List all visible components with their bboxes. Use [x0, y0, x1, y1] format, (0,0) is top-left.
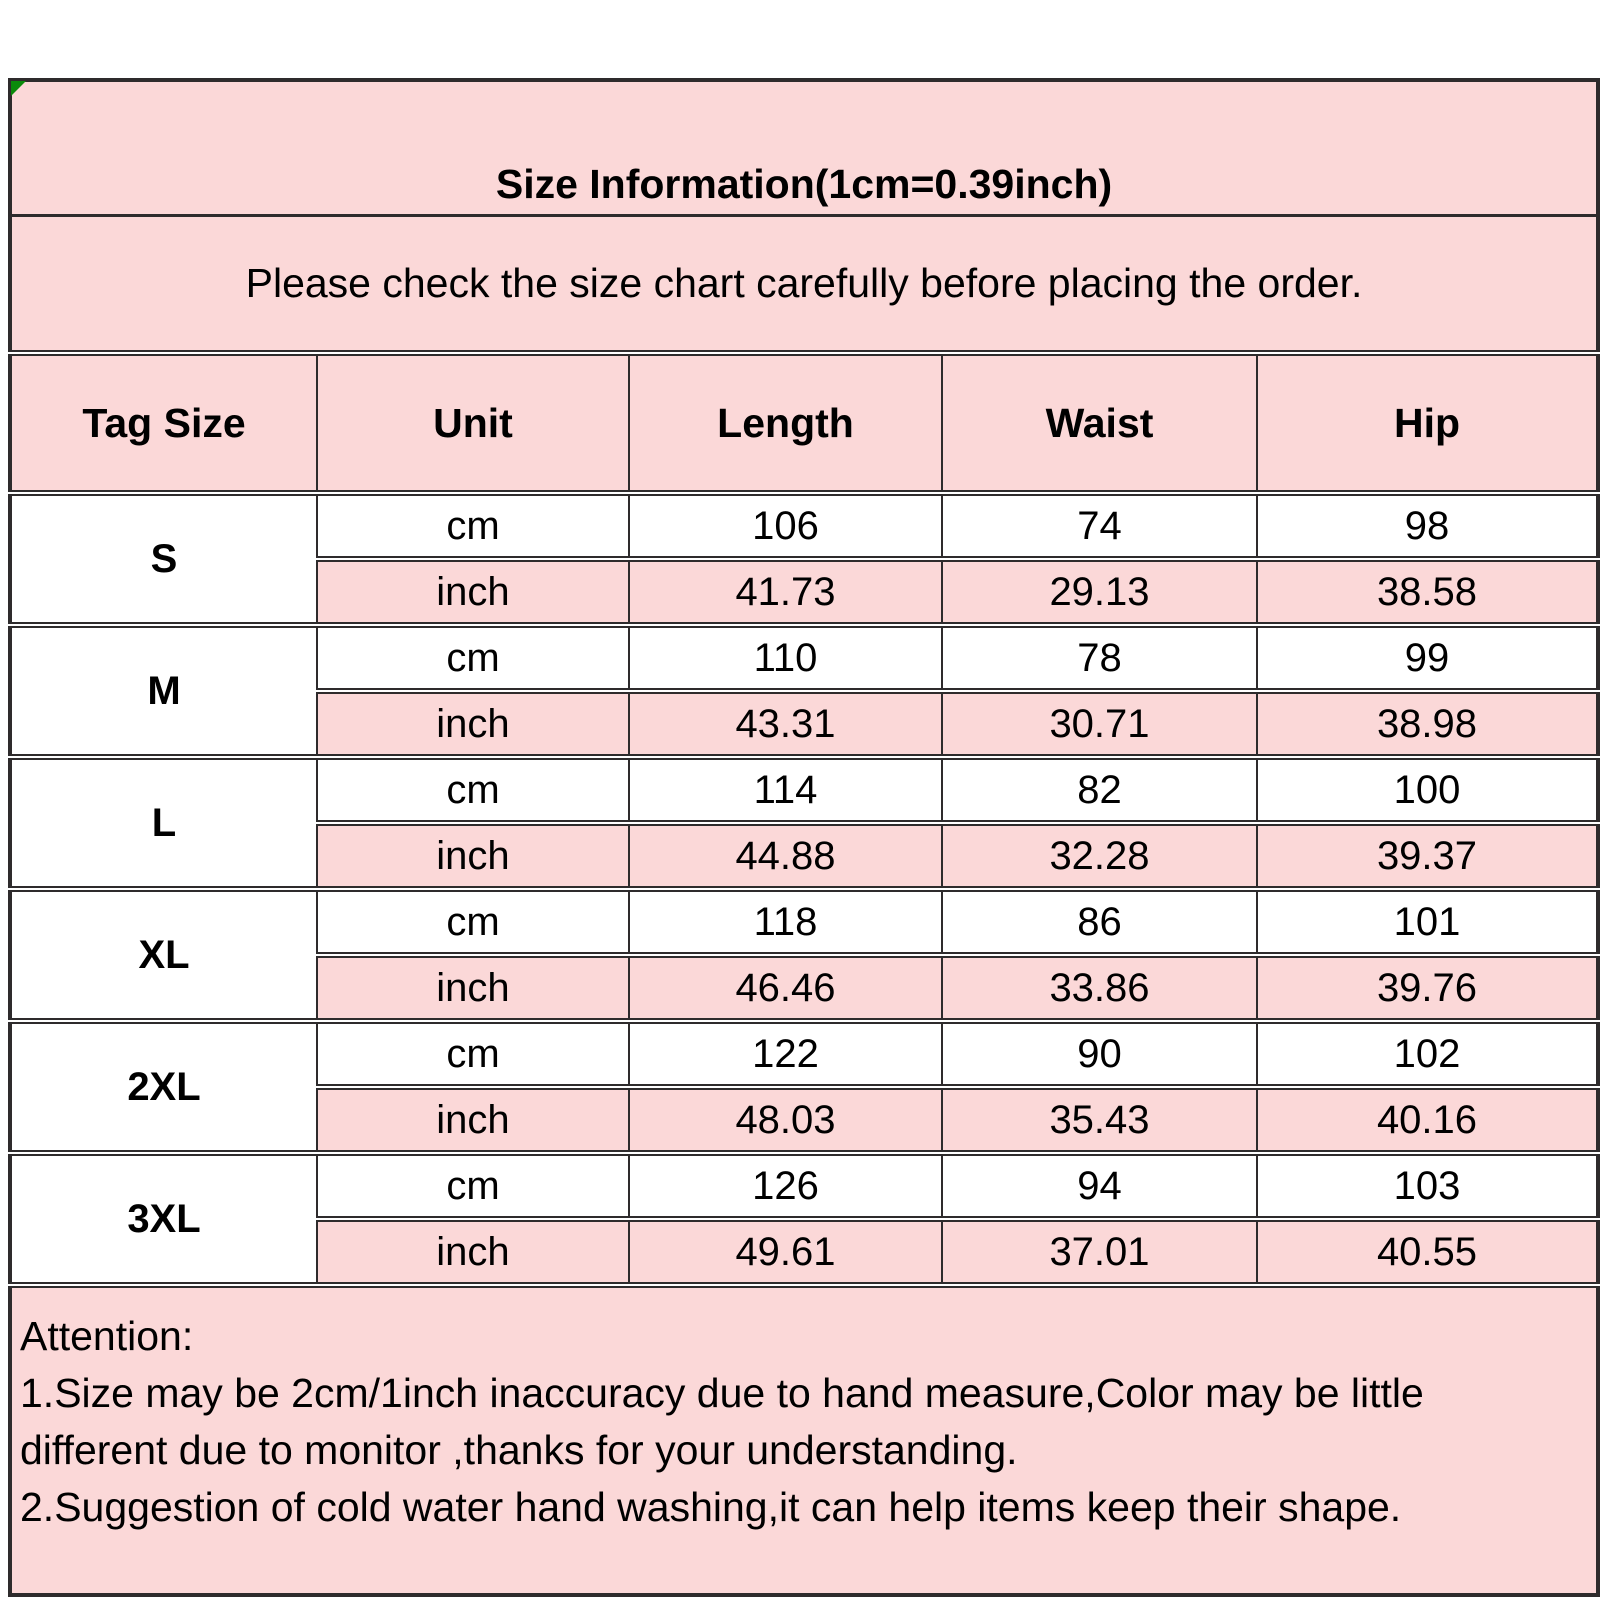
table-row: [10, 1021, 1598, 1087]
unit-cell: inch: [317, 559, 629, 625]
value-cell: 82: [942, 757, 1257, 823]
table-header-row: [10, 353, 1598, 493]
value-cell: 29.13: [942, 559, 1257, 625]
attention-line: different due to monitor ,thanks for your understanding.: [20, 1427, 1018, 1473]
value-cell: 98: [1257, 493, 1598, 559]
value-cell: 32.28: [942, 823, 1257, 889]
value-cell: 114: [629, 757, 942, 823]
unit-cell: inch: [317, 1219, 629, 1285]
value-cell: 49.61: [629, 1219, 942, 1285]
table-row: [10, 80, 1598, 216]
table-row: [10, 216, 1598, 354]
table-row: [10, 1285, 1598, 1595]
size-label-cell: L: [10, 757, 317, 889]
column-header-hip: Hip: [1257, 353, 1598, 493]
table-row: [10, 889, 1598, 955]
unit-cell: cm: [317, 1153, 629, 1219]
size-label-cell: XL: [10, 889, 317, 1021]
value-cell: 126: [629, 1153, 942, 1219]
spreadsheet-corner-marker-icon: [11, 81, 26, 96]
attention-line: 1.Size may be 2cm/1inch inaccuracy due to hand measure,Color may be little: [20, 1370, 1424, 1416]
value-cell: 40.16: [1257, 1087, 1598, 1153]
value-cell: 44.88: [629, 823, 942, 889]
table-row: [10, 493, 1598, 559]
value-cell: 90: [942, 1021, 1257, 1087]
unit-cell: cm: [317, 889, 629, 955]
value-cell: 78: [942, 625, 1257, 691]
value-cell: 99: [1257, 625, 1598, 691]
value-cell: 118: [629, 889, 942, 955]
value-cell: 39.37: [1257, 823, 1598, 889]
table-row: [10, 1153, 1598, 1219]
value-cell: 40.55: [1257, 1219, 1598, 1285]
size-chart-table: [8, 78, 1600, 1597]
column-header-tag-size: Tag Size: [10, 353, 317, 493]
table-row: [10, 625, 1598, 691]
unit-cell: cm: [317, 493, 629, 559]
value-cell: 48.03: [629, 1087, 942, 1153]
value-cell: 101: [1257, 889, 1598, 955]
value-cell: 43.31: [629, 691, 942, 757]
attention-heading: Attention:: [20, 1313, 194, 1359]
value-cell: 106: [629, 493, 942, 559]
value-cell: 74: [942, 493, 1257, 559]
value-cell: 86: [942, 889, 1257, 955]
column-header-unit: Unit: [317, 353, 629, 493]
unit-cell: cm: [317, 757, 629, 823]
value-cell: 94: [942, 1153, 1257, 1219]
size-label-cell: 3XL: [10, 1153, 317, 1285]
value-cell: 39.76: [1257, 955, 1598, 1021]
value-cell: 102: [1257, 1021, 1598, 1087]
unit-cell: inch: [317, 823, 629, 889]
chart-title: Size Information(1cm=0.39inch): [10, 80, 1598, 216]
unit-cell: inch: [317, 691, 629, 757]
table-row: [10, 757, 1598, 823]
attention-note: [10, 1285, 1598, 1595]
value-cell: 103: [1257, 1153, 1598, 1219]
value-cell: 100: [1257, 757, 1598, 823]
value-cell: 33.86: [942, 955, 1257, 1021]
column-header-waist: Waist: [942, 353, 1257, 493]
value-cell: 38.98: [1257, 691, 1598, 757]
value-cell: 122: [629, 1021, 942, 1087]
size-label-cell: S: [10, 493, 317, 625]
value-cell: 110: [629, 625, 942, 691]
value-cell: 38.58: [1257, 559, 1598, 625]
unit-cell: cm: [317, 1021, 629, 1087]
value-cell: 46.46: [629, 955, 942, 1021]
unit-cell: inch: [317, 955, 629, 1021]
size-label-cell: 2XL: [10, 1021, 317, 1153]
chart-subtitle: Please check the size chart carefully before placing the order.: [10, 216, 1598, 354]
value-cell: 41.73: [629, 559, 942, 625]
unit-cell: inch: [317, 1087, 629, 1153]
value-cell: 30.71: [942, 691, 1257, 757]
column-header-length: Length: [629, 353, 942, 493]
size-label-cell: M: [10, 625, 317, 757]
attention-line: 2.Suggestion of cold water hand washing,it can help items keep their shape.: [20, 1484, 1402, 1530]
value-cell: 35.43: [942, 1087, 1257, 1153]
unit-cell: cm: [317, 625, 629, 691]
value-cell: 37.01: [942, 1219, 1257, 1285]
